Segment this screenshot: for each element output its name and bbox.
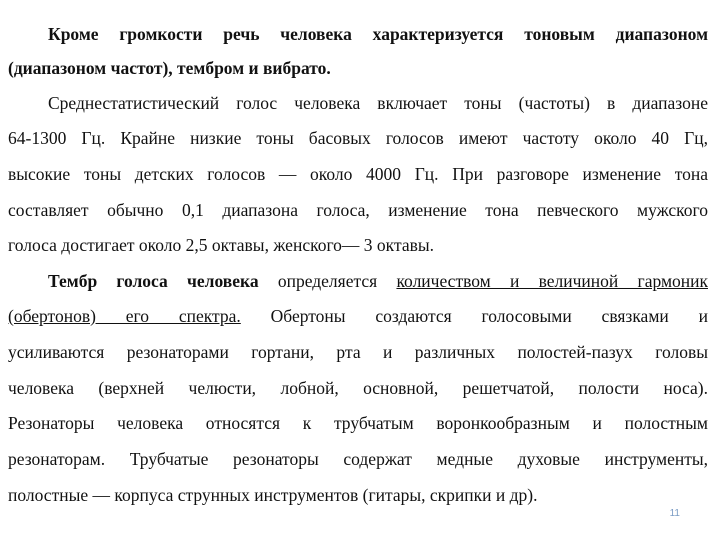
paragraph-3-line-6: резонаторам. Трубчатые резонаторы содержат медные духовые инструменты, (8, 449, 708, 469)
paragraph-3-line-1-text: определяется (277, 271, 378, 291)
underlined-overtones: (обертонов) его спектра. (8, 306, 241, 326)
paragraph-3-line-4: человека (верхней челюсти, лобной, основной, решетчатой, полости носа). (8, 378, 708, 398)
paragraph-2-line-5: голоса достигает около 2,5 октавы, женского— 3 октавы. (8, 235, 434, 255)
paragraph-3-line-5: Резонаторы человека относятся к трубчатым воронкообразным и полостным (8, 413, 708, 433)
timbre-heading: Тембр голоса человека (48, 271, 259, 291)
paragraph-3-line-2 (8, 305, 708, 327)
paragraph-1-line-2: (диапазоном частот), тембром и вибрато. (8, 58, 331, 78)
paragraph-3-line-3: усиливаются резонаторами гортани, рта и различных полостей-пазух головы (8, 342, 708, 362)
paragraph-3-line-2-text: Обертоны создаются голосовыми связками и (270, 306, 708, 326)
paragraph-3-line-1 (48, 270, 708, 292)
paragraph-2-line-3: высокие тоны детских голосов — около 4000 Гц. При разговоре изменение тона (8, 164, 708, 184)
paragraph-2-line-2: 64-1300 Гц. Крайне низкие тоны басовых голосов имеют частоту около 40 Гц, (8, 128, 708, 148)
paragraph-2-line-1: Среднестатистический голос человека включает тоны (частоты) в диапазоне (48, 93, 708, 113)
paragraph-3-line-7: полостные — корпуса струнных инструментов (гитары, скрипки и др). (8, 485, 538, 505)
page-number: 11 (669, 508, 680, 519)
paragraph-2-line-4: составляет обычно 0,1 диапазона голоса, изменение тона певческого мужского (8, 200, 708, 220)
underlined-harmonics: количеством и величиной гармоник (396, 271, 708, 291)
paragraph-1-line-1: Кроме громкости речь человека характеризуется тоновым диапазоном (48, 24, 708, 44)
